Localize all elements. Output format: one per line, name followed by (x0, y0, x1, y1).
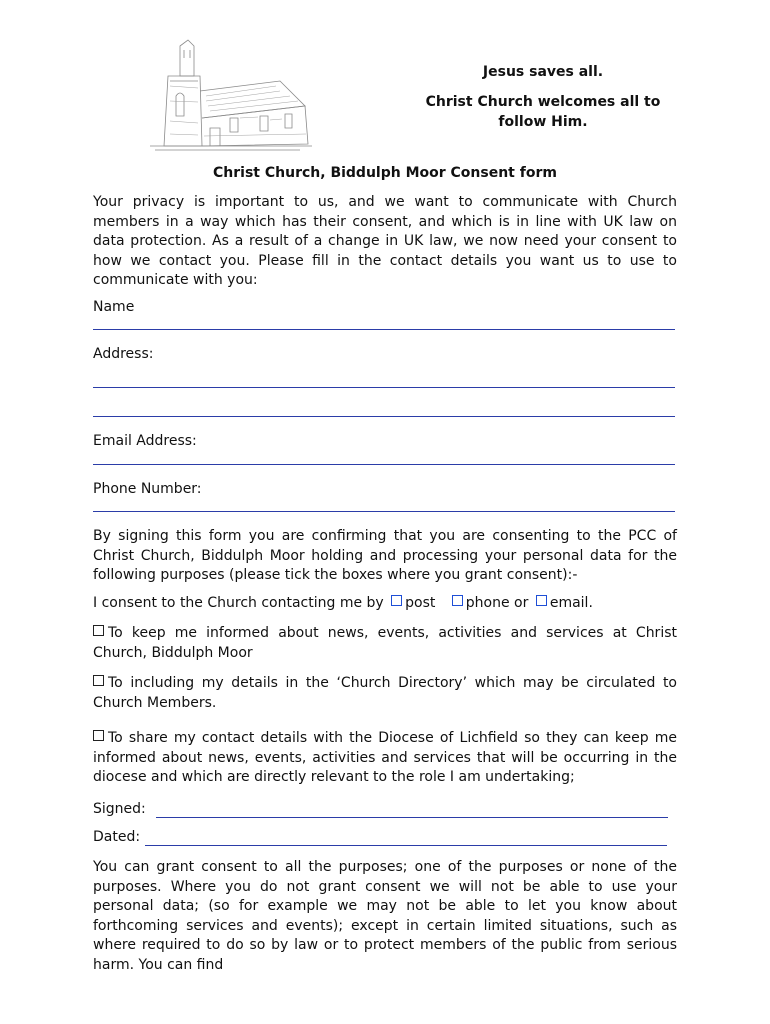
email-label: Email Address: (93, 433, 197, 449)
phone-label: Phone Number: (93, 481, 202, 497)
option-news-text: To keep me informed about news, events, activities and services at Christ Church, Biddulph Moor (93, 625, 677, 661)
signature-field[interactable] (156, 817, 668, 818)
dated-label: Dated: (93, 829, 141, 845)
directory-checkbox[interactable] (93, 675, 104, 686)
news-checkbox[interactable] (93, 625, 104, 636)
email-field[interactable] (93, 464, 675, 465)
church-sketch-icon (140, 36, 315, 154)
signing-statement: By signing this form you are confirming that you are consenting to the PCC of Christ Church, Biddulph Moor holding and processing your personal data for the following purposes (please tick the boxes where you grant consent):- (93, 528, 677, 583)
contact-consent-line (93, 595, 677, 611)
address-label: Address: (93, 346, 154, 362)
option-directory (93, 674, 677, 713)
name-label: Name (93, 299, 135, 315)
date-field[interactable] (145, 845, 667, 846)
option-news (93, 624, 677, 663)
form-title: Christ Church, Biddulph Moor Consent form (213, 165, 557, 181)
name-field[interactable] (93, 329, 675, 330)
diocese-checkbox[interactable] (93, 730, 104, 741)
option-directory-text: To including my details in the ‘Church Directory’ which may be circulated to Church Members. (93, 675, 677, 711)
tagline-line-2: Christ Church welcomes all to (425, 94, 661, 110)
post-label: post (405, 595, 436, 611)
email-checkbox[interactable] (536, 595, 547, 606)
post-checkbox[interactable] (391, 595, 402, 606)
closing-paragraph: You can grant consent to all the purposes; one of the purposes or none of the purposes. Where you do not grant consent we will not be able to use your personal data; (so for example we may not be able to let you know about forthcoming services and events); except in certain limited situations, such as where required to do so by law or to protect members of the public from serious harm. You can find (93, 859, 677, 973)
intro-paragraph: Your privacy is important to us, and we want to communicate with Church members in a way which has their consent, and which is in line with UK law on data protection. As a result of a change in UK law, we now need your consent to how we contact you. Please fill in the contact details you want us to use to communicate with you: (93, 194, 677, 288)
contact-prefix: I consent to the Church contacting me by (93, 595, 384, 611)
address-field-line-2[interactable] (93, 416, 675, 417)
email-label-option: email. (549, 595, 593, 611)
tagline-line-1: Jesus saves all. (482, 64, 604, 80)
phone-field[interactable] (93, 511, 675, 512)
option-diocese (93, 729, 677, 788)
option-diocese-text: To share my contact details with the Diocese of Lichfield so they can keep me informed about news, events, activities and services that will be occurring in the diocese and which are directly relevant to the role I am undertaking; (93, 730, 677, 785)
tagline-line-3: follow Him. (498, 114, 588, 130)
address-field-line-1[interactable] (93, 387, 675, 388)
phone-checkbox[interactable] (452, 595, 463, 606)
signed-label: Signed: (93, 801, 146, 817)
phone-label-option: phone or (465, 595, 529, 611)
